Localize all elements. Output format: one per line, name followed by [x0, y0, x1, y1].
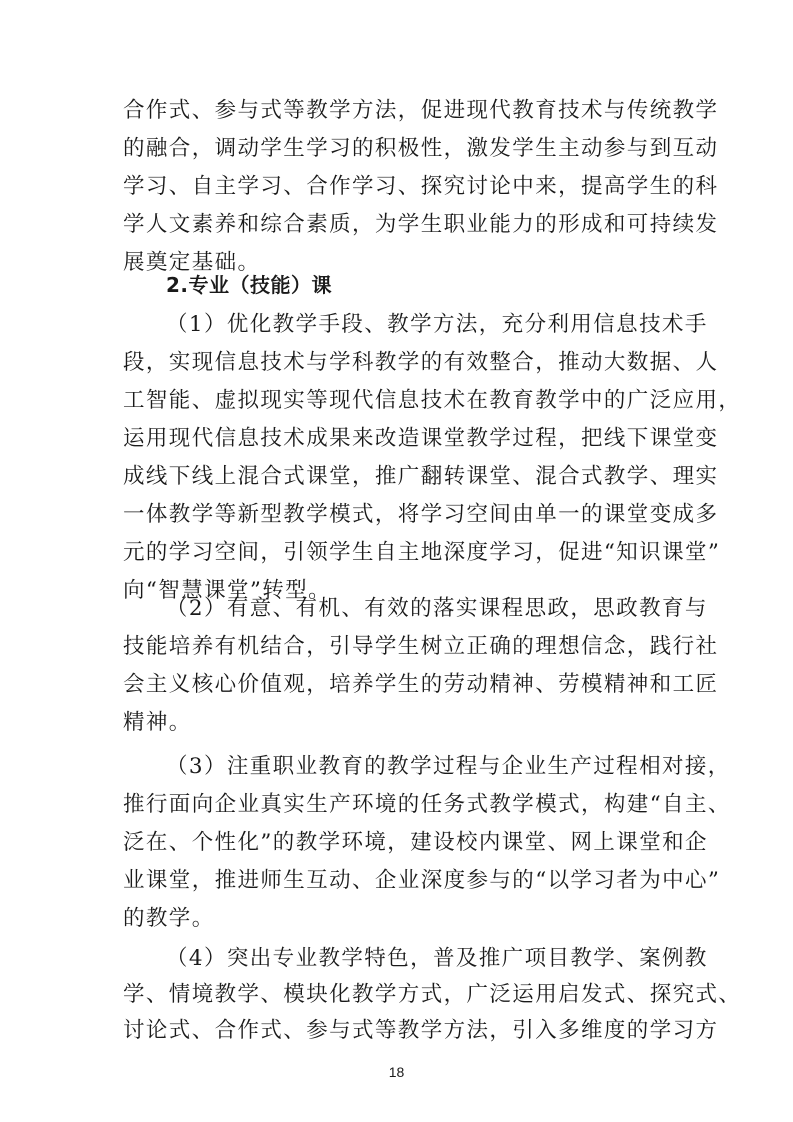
item1-line-5: 成线下线上混合式课堂，推广翻转课堂、混合式教学、理实 [123, 464, 719, 489]
item2-line-2: 技能培养有机结合，引导学生树立正确的理想信念，践行社 [123, 634, 719, 659]
item3-line-5: 的教学。 [123, 906, 215, 931]
item2-line-4: 精神。 [123, 710, 192, 735]
item3-line-4: 业课堂，推进师生互动、企业深度参与的“以学习者为中心” [123, 868, 721, 893]
item1-line-7: 元的学习空间，引领学生自主地深度学习，促进“知识课堂” [123, 540, 721, 565]
item1-line-4: 运用现代信息技术成果来改造课堂教学过程，把线下课堂变 [123, 426, 719, 451]
item1-line-2: 段，实现信息技术与学科教学的有效整合，推动大数据、人 [123, 350, 719, 375]
intro-line-3: 学习、自主学习、合作学习、探究讨论中来，提高学生的科 [123, 174, 719, 199]
section-heading: 2.专业（技能）课 [166, 273, 333, 297]
intro-line-4: 学人文素养和综合素质，为学生职业能力的形成和可持续发 [123, 212, 719, 237]
intro-line-1: 合作式、参与式等教学方法，促进现代教育技术与传统教学 [123, 98, 719, 123]
item4-line-3: 讨论式、合作式、参与式等教学方法，引入多维度的学习方 [123, 1018, 719, 1043]
intro-line-5: 展奠定基础。 [123, 250, 261, 275]
item2-line-1: （2）有意、有机、有效的落实课程思政，思政教育与 [166, 596, 708, 621]
page-number: 18 [388, 1064, 405, 1080]
item1-line-3: 工智能、虚拟现实等现代信息技术在教育教学中的广泛应用， [123, 388, 742, 413]
item1-line-1: （1）优化教学手段、教学方法，充分利用信息技术手 [166, 312, 708, 337]
item3-line-1: （3）注重职业教育的教学过程与企业生产过程相对接， [166, 754, 731, 779]
item3-line-3: 泛在、个性化”的教学环境，建设校内课堂、网上课堂和企 [123, 830, 708, 855]
item3-line-2: 推行面向企业真实生产环境的任务式教学模式，构建“自主、 [123, 792, 731, 817]
item1-line-8: 向“智慧课堂”转型。 [123, 578, 331, 603]
item4-line-1: （4）突出专业教学特色，普及推广项目教学、案例教 [166, 946, 708, 971]
item4-line-2: 学、情境教学、模块化教学方式，广泛运用启发式、探究式、 [123, 982, 742, 1007]
item2-line-3: 会主义核心价值观，培养学生的劳动精神、劳模精神和工匠 [123, 672, 719, 697]
intro-line-2: 的融合，调动学生学习的积极性，激发学生主动参与到互动 [123, 136, 719, 161]
item1-line-6: 一体教学等新型教学模式，将学习空间由单一的课堂变成多 [123, 502, 719, 527]
